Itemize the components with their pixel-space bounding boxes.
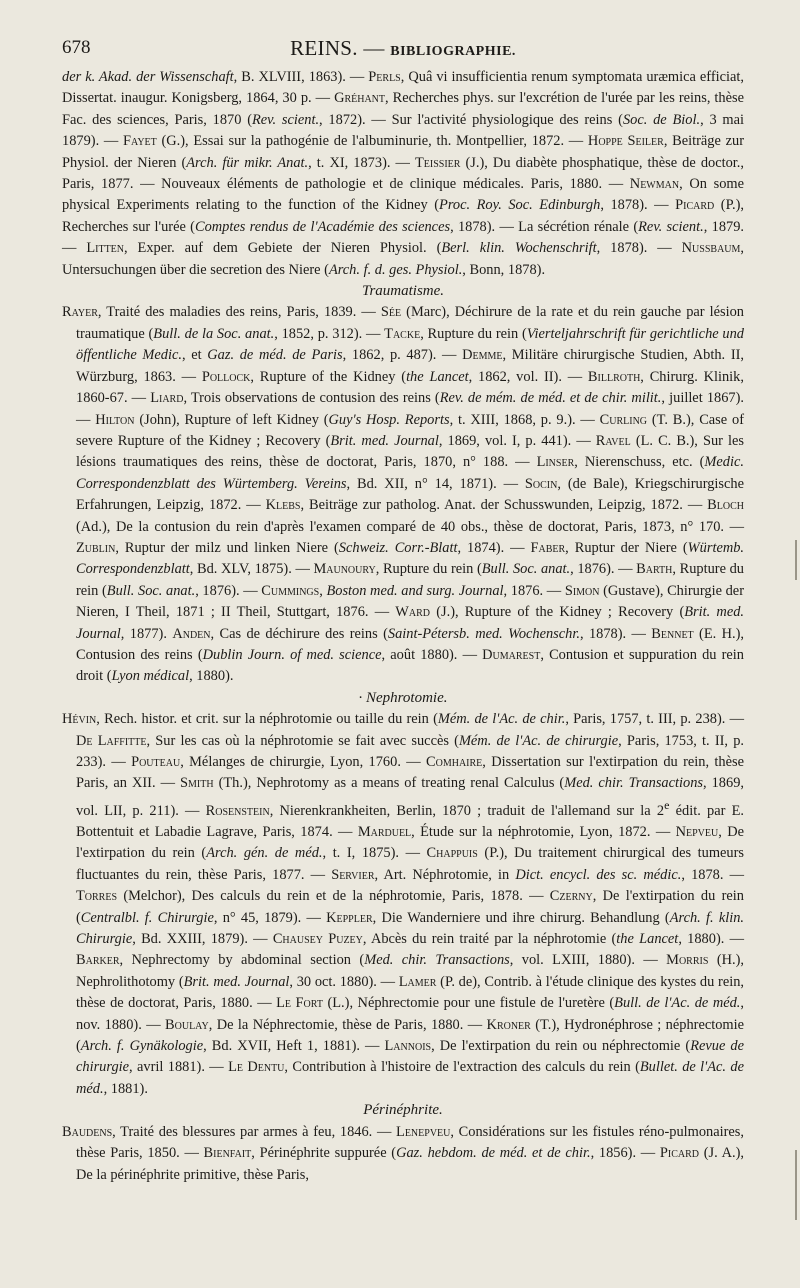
page-header — [62, 32, 744, 64]
running-title-dash: — — [363, 36, 385, 60]
bibliography-text — [62, 67, 744, 1186]
paragraph-perinephrite: Baudens, Traité des blessures par armes à feu, 1846. — Lenepveu, Considérations sur les fistules réno-pulmonaires, thèse Paris, 1850. — Bienfait, Périnéphrite suppurée (Gaz. hebdom. de méd. et de chir., 1856). — Picard (J. A.), De la périnéphrite primitive, thèse Paris, — [62, 1123, 744, 1183]
paragraph-continued: der k. Akad. der Wissenschaft, B. XLVIII, 1863). — Perls, Quâ vi insufficientia renum symptomata uræmica efficiat, Dissertat. inaugur. Konigsberg, 1864, 30 p. — Gréhant, Recherches phys. sur l'excrétion de l'urée par les reins, thèse Fac. des sciences, Paris, 1870 (Rev. scient., 1872). — Sur l'activité physiologique des reins (Soc. de Biol., 3 mai 1879). — Fayet (G.), Essai sur la pathogénie de l'albuminurie, th. Montpellier, 1872. — Hoppe Seiler, Beiträge zur Physiol. der Nieren (Arch. für mikr. Anat., t. XI, 1873). — Teissier (J.), Du diabète phosphatique, thèse de doctor., Paris, 1877. — Nouveaux éléments de pathologie et de clinique médicales. Paris, 1880. — Newman, On some physical Experiments relating to the function of the Kidney (Proc. Roy. Soc. Edinburgh, 1878). — Picard (P.), Recherches sur l'urée (Comptes rendus de l'Académie des sciences, 1878). — La sécrétion rénale (Rev. scient., 1879. — Litten, Exper. auf dem Gebiete der Nieren Physiol. (Berl. klin. Wochenschrift, 1878). — Nussbaum, Untersuchungen über die secretion des Niere (Arch. f. d. ges. Physiol., Bonn, 1878). — [62, 69, 745, 278]
running-title-section: BIBLIOGRAPHIE. — [390, 44, 516, 59]
paragraph-traumatisme: Rayer, Traité des maladies des reins, Paris, 1839. — Sée (Marc), Déchirure de la rate et du rein gauche par lésion traumatique (Bull. de la Soc. anat., 1852, p. 312). — Tacke, Rupture du rein (Vierteljahrschrift für gerichtliche und öffentliche Medic., et Gaz. de méd. de Paris, 1862, p. 487). — Demme, Militäre chirurgische Studien, Abth. II, Würzburg, 1863. — Pollock, Rupture of the Kidney (the Lancet, 1862, vol. II). — Billroth, Chirurg. Klinik, 1860-67. — Liard, Trois observations de contusion des reins (Rev. de mém. de méd. et de chir. milit., juillet 1867). — Hilton (John), Rupture of left Kidney (Guy's Hosp. Reports, t. XIII, 1868, p. 9.). — Curling (T. B.), Case of severe Rupture of the Kidney ; Recovery (Brit. med. Journal, 1869, vol. I, p. 441). — Ravel (L. C. B.), Sur les lésions traumatiques des reins, thèse de doctorat, Paris, 1870, n° 188. — Linser, Nierenschuss, etc. (Medic. Correspondenzblatt des Würtemberg. Vereins, Bd. XII, n° 14, 1871). — Socin, (de Bale), Kriegschirurgische Erfahrungen, Leipzig, 1872. — Klebs, Beiträge zur patholog. Anat. der Schusswunden, Leipzig, 1872. — Bloch (Ad.), De la contusion du rein d'après l'examen comparé de 40 obs., thèse de doctorat, Paris, 1873, n° 170. — Zublin, Ruptur der milz und linken Niere (Schweiz. Corr.-Blatt, 1874). — Faber, Ruptur der Niere (Würtemb. Correspondenzblatt, Bd. XLV, 1875). — Maunoury, Rupture du rein (Bull. Soc. anat., 1876). — Barth, Rupture du rein (Bull. Soc. anat., 1876). — Cummings, Boston med. and surg. Journal, 1876. — Simon (Gustave), Chirurgie der Nieren, I Theil, 1871 ; II Theil, Stuttgart, 1876. — Ward (J.), Rupture of the Kidney ; Recovery (Brit. med. Journal, 1877). Anden, Cas de déchirure des reins (Saint-Pétersb. med. Wochenschr., 1878). — Bennet (E. H.), Contusion des reins (Dublin Journ. of med. science, août 1880). — Dumarest, Contusion et suppuration du rein droit (Lyon médical, 1880). — [62, 304, 745, 685]
section-heading-perinephrite: Périnéphrite. — [363, 1102, 443, 1119]
section-heading-nephrotomie: · Nephrotomie. — [358, 689, 448, 706]
page-number: 678 — [62, 37, 91, 58]
section-heading-traumatisme: Traumatisme. — [361, 283, 445, 300]
running-title — [290, 36, 516, 60]
running-title-main: REINS. — [290, 36, 358, 60]
paragraph-nephrotomie: Hévin, Rech. histor. et crit. sur la néphrotomie ou taille du rein (Mém. de l'Ac. de chir., Paris, 1757, t. III, p. 238). — De Laffitte, Sur les cas où la néphrotomie se fait avec succès (Mém. de l'Ac. de chirurgie, Paris, 1753, t. II, p. 233). — Pouteau, Mélanges de chirurgie, Lyon, 1760. — Comhaire, Dissertation sur l'extirpation du rein, thèse Paris, an XII. — Smith (Th.), Nephrotomy as a means of treating renal Calculus (Med. chir. Transactions, 1869, vol. LII, p. 211). — Rosenstein, Nierenkrankheiten, Berlin, 1870 ; traduit de l'allemand sur la 2e édit. par E. Bottentuit et Labadie Lagrave, Paris, 1874. — Marduel, Étude sur la néphrotomie, Lyon, 1872. — Nepveu, De l'extirpation du rein (Arch. gén. de méd., t. I, 1875). — Chappuis (P.), Du traitement chirurgical des tumeurs fluctuantes du rein, thèse Paris, 1877. — Servier, Art. Néphrotomie, in Dict. encycl. des sc. médic., 1878. — Torres (Melchor), Des calculs du rein et de la néphrotomie, Paris, 1878. — Czerny, De l'extirpation du rein (Centralbl. f. Chirurgie, n° 45, 1879). — Keppler, Die Wanderniere und ihre chirurg. Behandlung (Arch. f. klin. Chirurgie, Bd. XXIII, 1879). — Chausey Puzey, Abcès du rein traité par la néphrotomie (the Lancet, 1880). — Barker, Nephrectomy by abdominal section (Med. chir. Transactions, vol. LXIII, 1880). — Morris (H.), Nephrolithotomy (Brit. med. Journal, 30 oct. 1880). — Lamer (P. de), Contrib. à l'étude clinique des kystes du rein, thèse de doctorat, Paris, 1880. — Le Fort (L.), Néphrectomie pour une fistule de l'uretère (Bull. de l'Ac. de méd., nov. 1880). — Boulay, De la Néphrectomie, thèse de Paris, 1880. — Kroner (T.), Hydronéphrose ; néphrectomie (Arch. f. Gynäkologie, Bd. XVII, Heft 1, 1881). — Lannois, De l'extirpation du rein ou néphrectomie (Revue de chirurgie, avril 1881). — Le Dentu, Contribution à l'histoire de l'extraction des calculs du rein (Bullet. de l'Ac. de méd., 1881). — [62, 711, 745, 1097]
page-edge-mark — [795, 540, 797, 580]
page-edge-mark-lower — [795, 1150, 797, 1220]
